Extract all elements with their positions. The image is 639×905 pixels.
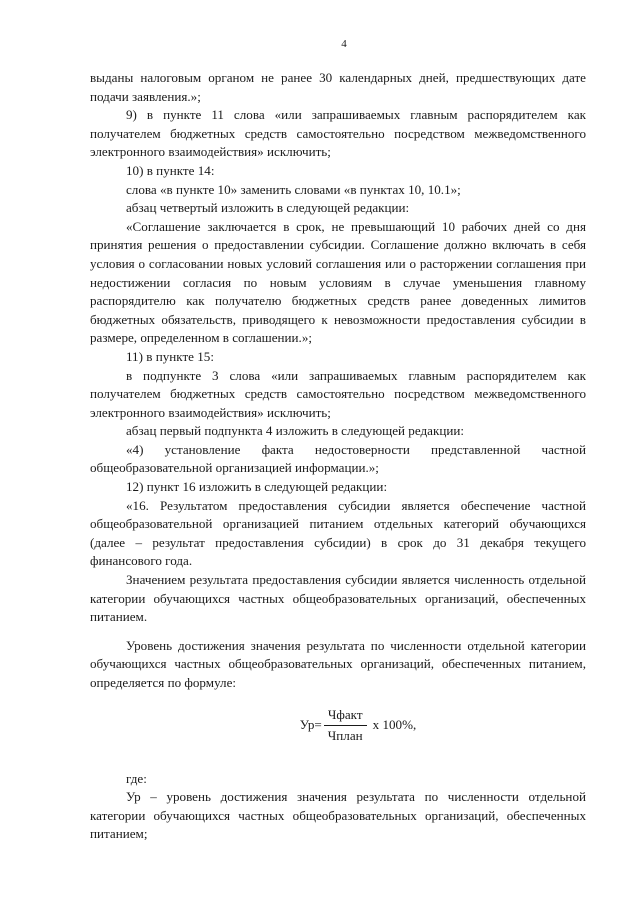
where-label: где: [126, 770, 147, 786]
paragraph-definition: Ур – уровень достижения значения результата по численности отдельной категории обучающихся частных общеобразовательных организаций, обеспеченных питанием; [90, 789, 586, 842]
paragraph-continuation: выданы налоговым органом не ранее 30 календарных дней, предшествующих дате подачи заявления.»; [90, 70, 586, 104]
paragraph-item-10-words: слова «в пункте 10» заменить словами «в пунктах 10, 10.1»; [126, 181, 461, 197]
spacer [90, 760, 586, 770]
paragraph-item-11-sub3: в подпункте 3 слова «или запрашиваемых главным распорядителем как получателем бюджетных средств самостоятельно посредством межведомственного электронного взаимодействия» исключить; [90, 367, 586, 420]
paragraph-item-9: 9) в пункте 11 слова «или запрашиваемых главным распорядителем как получателем бюджетных средств самостоятельно посредством межведомственного электронного взаимодействия» исключить; [90, 107, 586, 160]
paragraph-item-10: 10) в пункте 14: [126, 162, 215, 178]
spacer [90, 627, 586, 637]
page-number: 4 [341, 38, 347, 50]
paragraph-item-10-abzac: абзац четвертый изложить в следующей редакции: [126, 200, 410, 216]
paragraph-agreement: «Соглашение заключается в срок, не превышающий 10 рабочих дней со дня принятия решения о предоставлении субсидии. Соглашение должно включать в себя условия о согласовании новых условий соглашения или о расторжении соглашения при недостижении согласия по новым условиям в случае уменьшения главному распорядителю как получателю бюджетных средств ранее доведенных лимитов бюджетных обязательств, приводящего к невозможности предоставления субсидии в размере, определенном в соглашении.»; [90, 218, 586, 346]
formula-denominator: Чплан [327, 727, 363, 743]
paragraph-item-12: 12) пункт 16 изложить в следующей редакции: [126, 479, 388, 495]
formula-fraction [324, 707, 367, 744]
paragraph-result-value: Значением результата предоставления субсидии является численность отдельной категории обучающихся частных общеобразовательных организаций, обеспеченных питанием. [90, 572, 586, 625]
formula [90, 707, 586, 744]
paragraph-item-11: 11) в пункте 15: [126, 348, 214, 364]
formula-lhs: Ур= [299, 717, 322, 733]
paragraph-item-16-result: «16. Результатом предоставления субсидии является обеспечение частной общеобразовательной организацией питанием отдельных категорий обучающихся (далее – результат предоставления субсидии) в срок до 31 декабря текущего финансового года. [90, 497, 586, 569]
paragraph-item-11-sub4-text: «4) установление факта недостоверности представленной частной общеобразовательной организацией информации.»; [90, 441, 586, 476]
formula-rhs: х 100%, [372, 717, 417, 733]
paragraph-item-11-sub4: абзац первый подпункта 4 изложить в следующей редакции: [126, 423, 464, 439]
formula-numerator: Чфакт [324, 707, 367, 726]
paragraph-level-formula-intro: Уровень достижения значения результата по численности отдельной категории обучающихся частных общеобразовательных организаций, обеспеченных питанием, определяется по формуле: [90, 637, 586, 690]
